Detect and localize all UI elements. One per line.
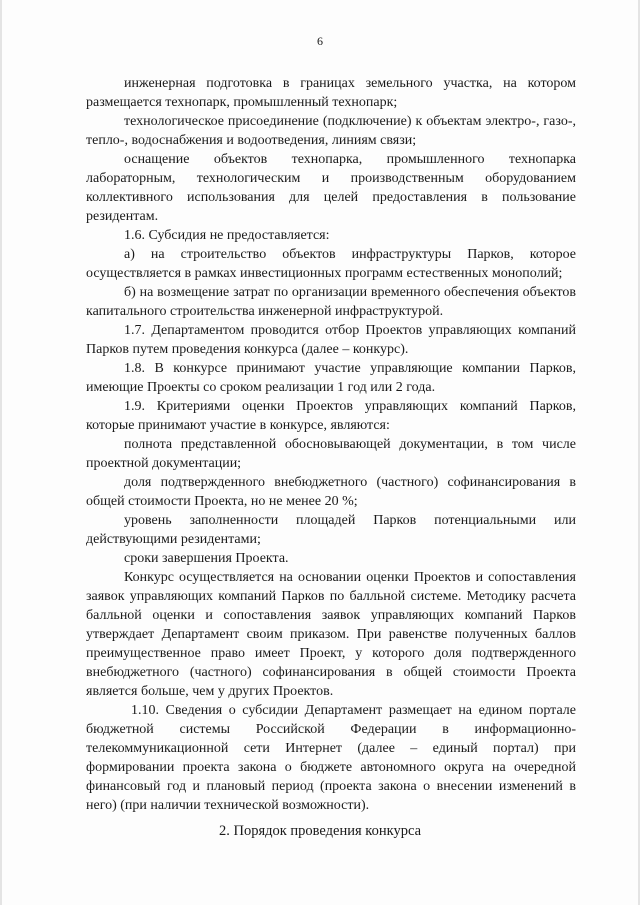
paragraph: оснащение объектов технопарка, промышленного технопарка лабораторным, технологическим и производственным оборудованием коллективного использования для целей предоставления в пользование резидентам. xyxy=(86,152,576,224)
page-number: 6 xyxy=(317,34,323,48)
paragraph: 1.8. В конкурсе принимают участие управляющие компании Парков, имеющие Проекты со сроком реализации 1 год или 2 года. xyxy=(86,361,576,395)
paragraph: 1.9. Критериями оценки Проектов управляющих компаний Парков, которые принимают участие в конкурсе, являются: xyxy=(86,399,576,433)
paragraph: доля подтвержденного внебюджетного (частного) софинансирования в общей стоимости Проекта, но не менее 20 %; xyxy=(86,475,576,509)
document-body xyxy=(86,74,576,815)
paragraph: Конкурс осуществляется на основании оценки Проектов и сопоставления заявок управляющих компаний Парков по балльной системе. Методику расчета балльной оценки и сопоставления заявок управляющих компаний Парков утверждает Департамент своим приказом. При равенстве полученных баллов преимущественное право имеет Проект, у которого доля подтвержденного внебюджетного (частного) софинансирования в общей стоимости Проекта является больше, чем у других Проектов. xyxy=(86,570,576,699)
paragraph: технологическое присоединение (подключение) к объектам электро-, газо-, тепло-, водоснабжения и водоотведения, линиям связи; xyxy=(86,114,576,148)
paragraph: 1.10. Сведения о субсидии Департамент размещает на едином портале бюджетной системы Российской Федерации в информационно-телекоммуникационной сети Интернет (далее – единый портал) при формировании проекта закона о бюджете автономного округа на очередной финансовый год и плановый период (проекта закона о внесении изменений в него) (при наличии технической возможности). xyxy=(86,703,576,813)
section-heading: 2. Порядок проведения конкурса xyxy=(218,823,422,839)
paragraph: а) на строительство объектов инфраструктуры Парков, которое осуществляется в рамках инвестиционных программ естественных монополий; xyxy=(86,247,576,281)
paragraph: б) на возмещение затрат по организации временного обеспечения объектов капитального строительства инженерной инфраструктурой. xyxy=(86,285,576,319)
paragraph: полнота представленной обосновывающей документации, в том числе проектной документации; xyxy=(86,437,576,471)
paragraph: инженерная подготовка в границах земельного участка, на котором размещается технопарк, промышленный технопарк; xyxy=(86,76,576,110)
paragraph: 1.6. Субсидия не предоставляется: xyxy=(124,228,330,243)
paragraph: уровень заполненности площадей Парков потенциальными или действующими резидентами; xyxy=(86,513,576,547)
paragraph: сроки завершения Проекта. xyxy=(124,551,289,566)
paragraph: 1.7. Департаментом проводится отбор Проектов управляющих компаний Парков путем проведения конкурса (далее – конкурс). xyxy=(86,323,576,357)
